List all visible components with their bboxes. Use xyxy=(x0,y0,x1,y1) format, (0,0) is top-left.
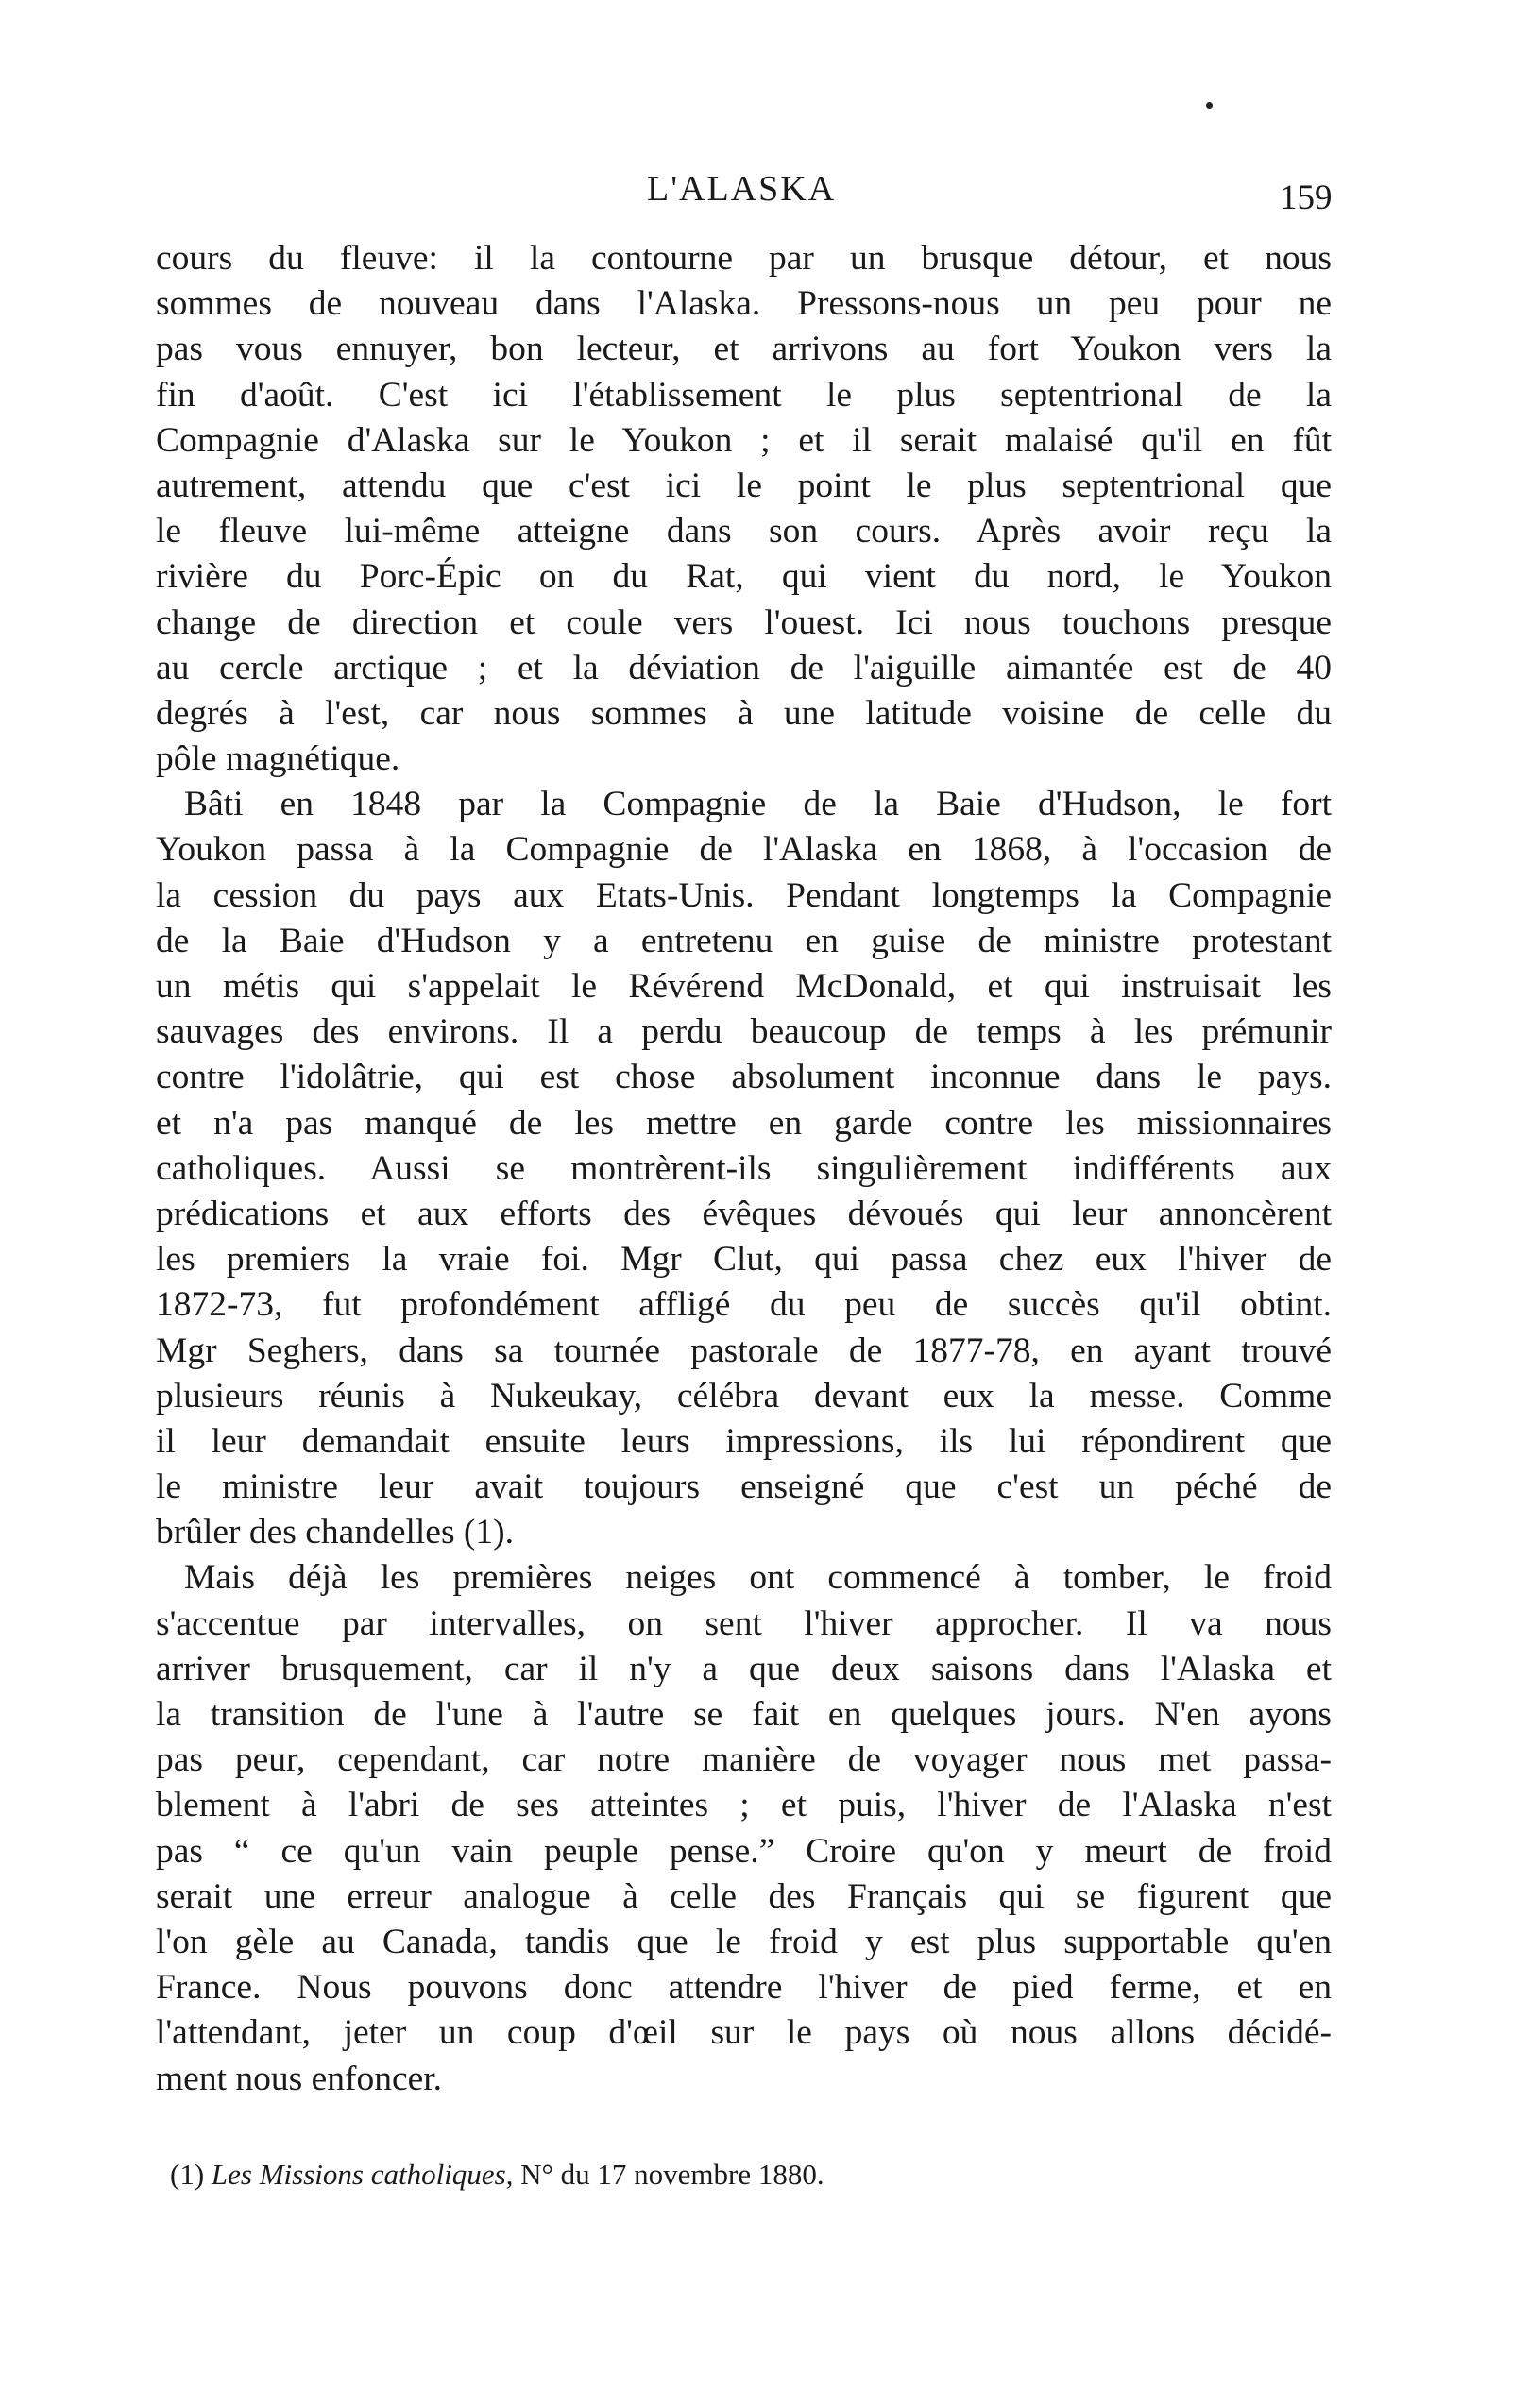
text-line: France. Nous pouvons donc attendre l'hiver de pied ferme, et en xyxy=(156,1968,1332,2008)
text-line: degrés à l'est, car nous sommes à une latitude voisine de celle du xyxy=(156,693,1332,733)
text-line: les premiers la vraie foi. Mgr Clut, qui passa chez eux l'hiver de xyxy=(156,1240,1332,1280)
paragraph-1 xyxy=(156,236,1332,782)
running-head xyxy=(0,168,1530,215)
page-number: 159 xyxy=(1280,178,1333,217)
text-line: le ministre leur avait toujours enseigné que c'est un péché de xyxy=(156,1467,1332,1507)
footnote xyxy=(170,2158,824,2192)
text-line: catholiques. Aussi se montrèrent-ils singulièrement indifférents aux xyxy=(156,1148,1332,1188)
text-line: de la Baie d'Hudson y a entretenu en guise de ministre protestant xyxy=(156,921,1332,960)
text-line: pas vous ennuyer, bon lecteur, et arrivons au fort Youkon vers la xyxy=(156,330,1332,369)
footnote-issue-date: N° du 17 novembre 1880. xyxy=(513,2158,824,2191)
text-line: 1872-73, fut profondément affligé du peu de succès qu'il obtint. xyxy=(156,1285,1332,1325)
ink-speck xyxy=(1206,102,1213,109)
text-line: le fleuve lui-même atteigne dans son cours. Après avoir reçu la xyxy=(156,512,1332,551)
footnote-marker: (1) xyxy=(170,2158,205,2191)
text-line: Mais déjà les premières neiges ont commencé à tomber, le froid xyxy=(184,1558,1332,1598)
text-line: fin d'août. C'est ici l'établissement le plus septentrional de la xyxy=(156,375,1332,415)
text-line: Compagnie d'Alaska sur le Youkon ; et il serait malaisé qu'il en fût xyxy=(156,420,1332,460)
paragraph-2 xyxy=(156,782,1332,1555)
text-line: brûler des chandelles (1). xyxy=(156,1513,515,1552)
text-line: Youkon passa à la Compagnie de l'Alaska en 1868, à l'occasion de xyxy=(156,830,1332,870)
text-line: contre l'idolâtrie, qui est chose absolument inconnue dans le pays. xyxy=(156,1058,1332,1097)
text-line: l'attendant, jeter un coup d'œil sur le pays où nous allons décidé- xyxy=(156,2013,1332,2053)
text-line: et n'a pas manqué de les mettre en garde contre les missionnaires xyxy=(156,1103,1332,1143)
text-line: il leur demandait ensuite leurs impressions, ils lui répondirent que xyxy=(156,1421,1332,1461)
text-line: l'on gèle au Canada, tandis que le froid y est plus supportable qu'en xyxy=(156,1922,1332,1961)
text-line: au cercle arctique ; et la déviation de l'aiguille aimantée est de 40 xyxy=(156,648,1332,687)
text-line: pas peur, cependant, car notre manière de voyager nous met passa- xyxy=(156,1740,1332,1780)
running-title: L'ALASKA xyxy=(647,169,837,209)
text-line: ment nous enfoncer. xyxy=(156,2059,443,2098)
paragraph-3 xyxy=(156,1555,1332,2101)
text-line: serait une erreur analogue à celle des Français qui se figurent que xyxy=(156,1876,1332,1916)
text-line: rivière du Porc-Épic on du Rat, qui vient du nord, le Youkon xyxy=(156,557,1332,597)
text-line: cours du fleuve: il la contourne par un brusque détour, et nous xyxy=(156,239,1332,278)
text-line: blement à l'abri de ses atteintes ; et puis, l'hiver de l'Alaska n'est xyxy=(156,1786,1332,1825)
text-line: un métis qui s'appelait le Révérend McDonald, et qui instruisait les xyxy=(156,967,1332,1006)
footnote-publication-title: Les Missions catholiques, xyxy=(211,2158,514,2191)
text-line: sommes de nouveau dans l'Alaska. Pressons-nous un peu pour ne xyxy=(156,284,1332,324)
text-line: sauvages des environs. Il a perdu beaucoup de temps à les prémunir xyxy=(156,1012,1332,1052)
text-line: la cession du pays aux Etats-Unis. Pendant longtemps la Compagnie xyxy=(156,875,1332,915)
text-line: autrement, attendu que c'est ici le point le plus septentrional que xyxy=(156,466,1332,505)
text-line: plusieurs réunis à Nukeukay, célébra devant eux la messe. Comme xyxy=(156,1376,1332,1416)
text-line: prédications et aux efforts des évêques dévoués qui leur annoncèrent xyxy=(156,1194,1332,1233)
text-line: la transition de l'une à l'autre se fait en quelques jours. N'en ayons xyxy=(156,1695,1332,1734)
text-line: Bâti en 1848 par la Compagnie de la Baie d'Hudson, le fort xyxy=(184,785,1332,824)
text-line: pôle magnétique. xyxy=(156,739,400,779)
body-text xyxy=(156,236,1332,2102)
text-line: s'accentue par intervalles, on sent l'hiver approcher. Il va nous xyxy=(156,1603,1332,1643)
text-line: arriver brusquement, car il n'y a que deux saisons dans l'Alaska et xyxy=(156,1649,1332,1688)
text-line: Mgr Seghers, dans sa tournée pastorale de 1877-78, en ayant trouvé xyxy=(156,1331,1332,1370)
text-line: change de direction et coule vers l'ouest. Ici nous touchons presque xyxy=(156,602,1332,642)
text-line: pas “ ce qu'un vain peuple pense.” Croire qu'on y meurt de froid xyxy=(156,1831,1332,1871)
